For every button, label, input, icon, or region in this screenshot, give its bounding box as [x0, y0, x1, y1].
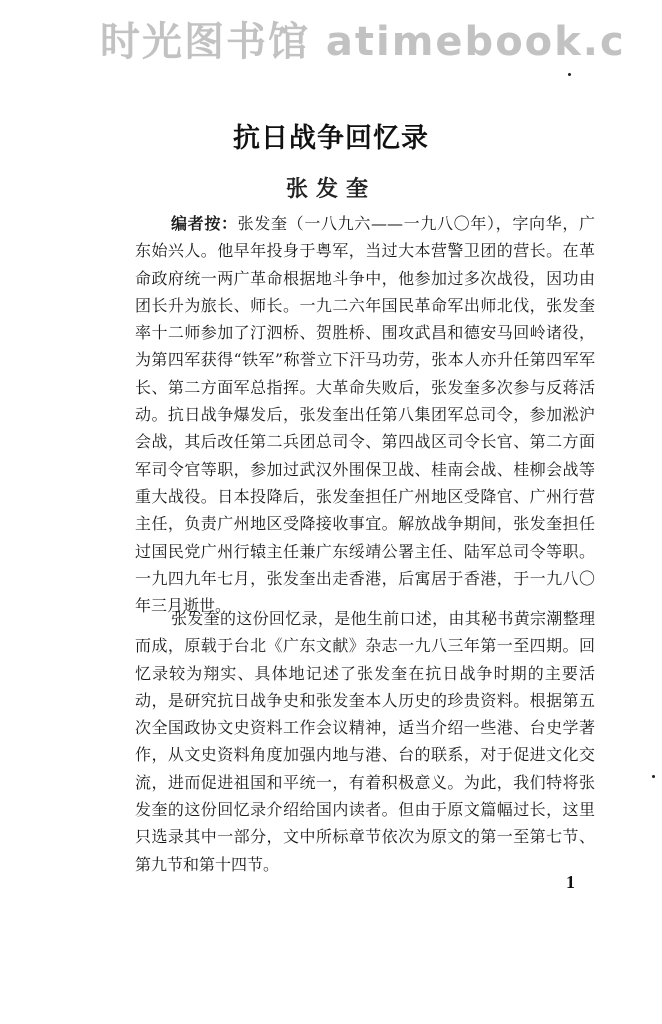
article-title: 抗日战争回忆录: [233, 123, 429, 154]
watermark: 时光图书馆 atimebook.c: [100, 19, 626, 65]
editor-note-paragraph: [135, 210, 595, 619]
page-number: 1: [566, 872, 575, 892]
editor-note-text: 张发奎（一八九六——一九八〇年），字向华，广东始兴人。他早年投身于粤军，当过大本营警卫团的营长。在革命政府统一两广革命根据地斗争中，他参加过多次战役，因功由团长升为旅长、师长。一九二六年国民革命军出师北伐，张发奎率十二师参加了汀泗桥、贺胜桥、围攻武昌和德安马回岭诸役，为第四军获得“铁军”称誉立下汗马功劳，张本人亦升任第四军军长、第二方面军总指挥。大革命失败后，张发奎多次参与反蒋活动。抗日战争爆发后，张发奎出任第八集团军总司令，参加淞沪会战，其后改任第二兵团总司令、第四战区司令长官、第二方面军司令官等职，参加过武汉外围保卫战、桂南会战、桂柳会战等重大战役。日本投降后，张发奎担任广州地区受降官、广州行营主任，负责广州地区受降接收事宜。解放战争期间，张发奎担任过国民党广州行辕主任兼广东绥靖公署主任、陆军总司令等职。一九四九年七月，张发奎出走香港，后寓居于香港，于一九八〇年三月逝世。: [135, 214, 595, 616]
speck-mark: [652, 775, 655, 778]
speck-mark: [568, 73, 571, 76]
editor-note-label: 编者按：: [171, 214, 238, 233]
body-paragraph: 张发奎的这份回忆录，是他生前口述，由其秘书黄宗潮整理而成，原载于台北《广东文献》杂志一九八三年第一至四期。回忆录较为翔实、具体地记述了张发奎在抗日战争时期的主要活动，是研究抗日战争史和张发奎本人历史的珍贵资料。根据第五次全国政协文史资料工作会议精神，适当介绍一些港、台史学著作，从文史资料角度加强内地与港、台的联系，对于促进文化交流，进而促进祖国和平统一，有着积极意义。为此，我们特将张发奎的这份回忆录介绍给国内读者。但由于原文篇幅过长，这里只选录其中一部分，文中所标章节依次为原文的第一至第七节、第九节和第十四节。: [135, 609, 595, 874]
article-author: 张发奎: [285, 177, 376, 202]
